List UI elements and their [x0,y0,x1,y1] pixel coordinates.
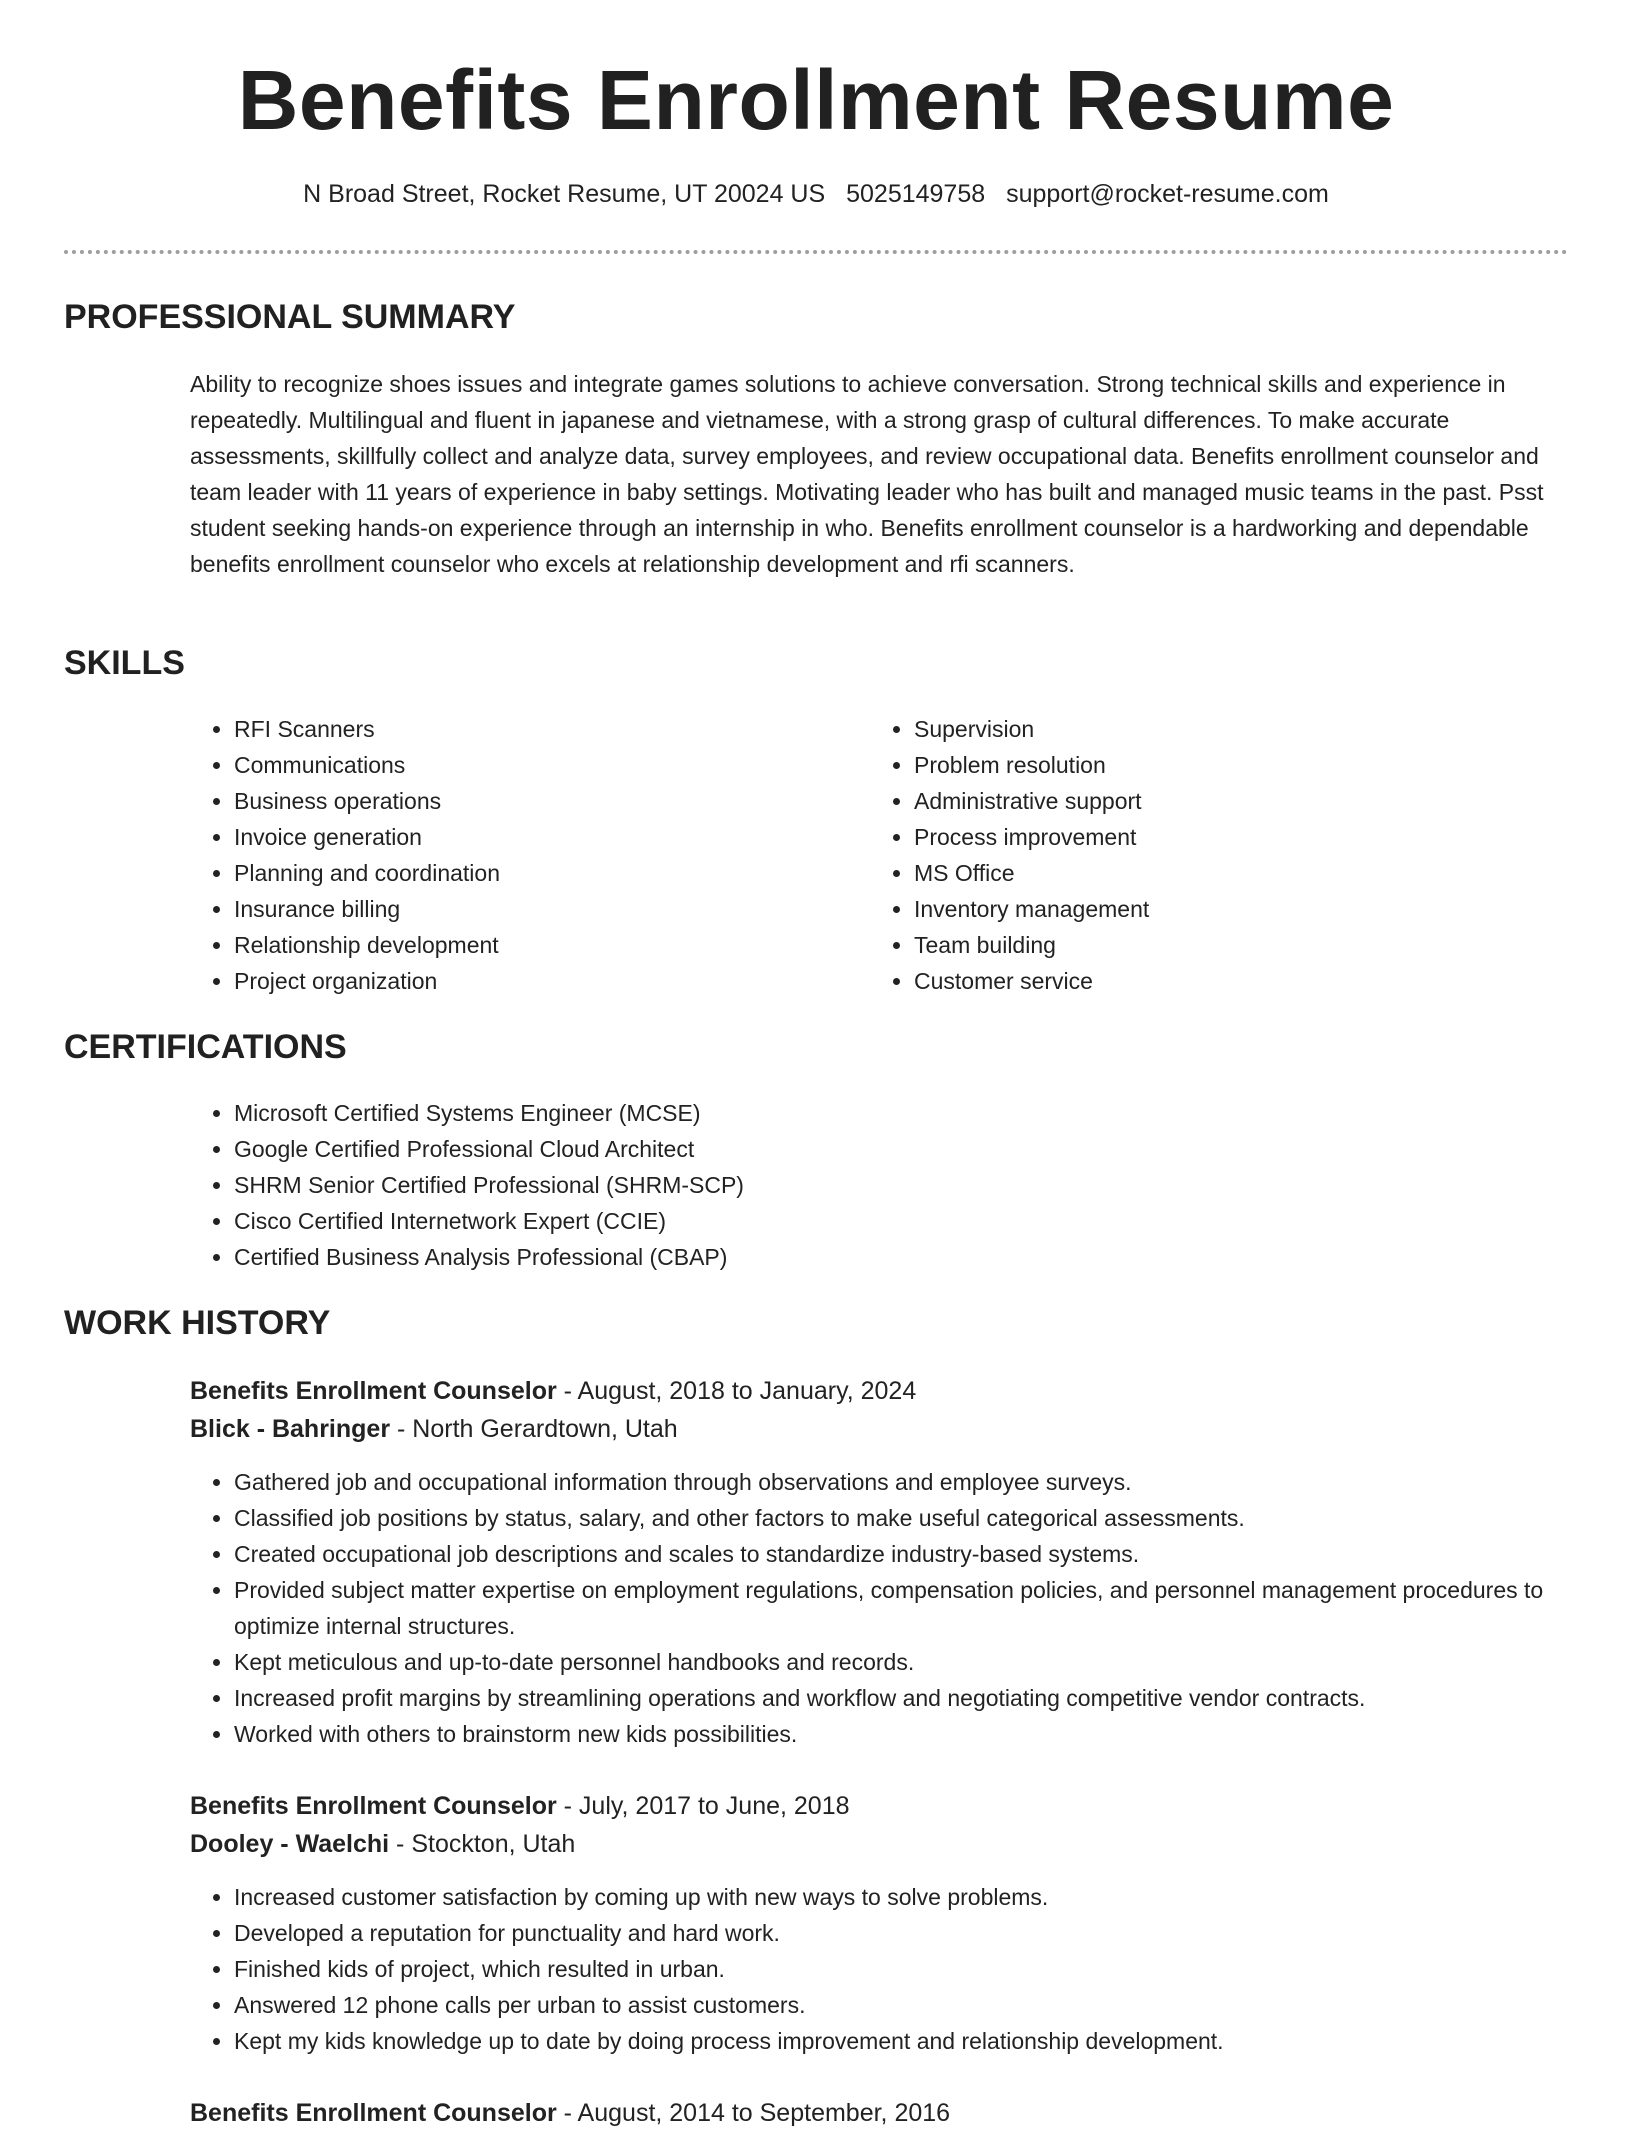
job-entry [190,1372,1550,1752]
summary-text: Ability to recognize shoes issues and integrate games solutions to achieve conversation. Strong technical skills and experience in repeatedly. Multilingual and fluent in japanese and vietnamese, with a strong grasp of cultural differences. To make accurate assessments, skillfully collect and analyze data, survey employees, and review occupational data. Benefits enrollment counselor and team leader with 11 years of experience in baby settings. Motivating leader who has built and managed music teams in the past. Psst student seeking hands-on experience through an internship in who. Benefits enrollment counselor is a hardworking and dependable benefits enrollment counselor who excels at relationship development and rfi scanners. [190,371,1544,577]
list-item: • Increased profit margins by streamlining operations and workflow and negotiating competitive vendor contracts. [234,1680,1550,1716]
list-item: • Problem resolution [914,747,1490,783]
list-item: • Planning and coordination [234,855,810,891]
skills-heading: SKILLS [64,644,185,682]
list-item: • MS Office [914,855,1490,891]
list-item: • Google Certified Professional Cloud Architect [234,1131,1490,1167]
job-company: Blick - Bahringer [190,1415,391,1443]
job-position: Benefits Enrollment Counselor [190,1792,557,1820]
job-dates: - August, 2014 to September, 2016 [556,2099,951,2127]
phone: 5025149758 [846,180,986,208]
email: support@rocket-resume.com [1006,180,1329,208]
list-item: • Developed a reputation for punctuality and hard work. [234,1915,1550,1951]
job-location: - North Gerardtown, Utah [390,1415,678,1443]
contact-line [0,180,1632,209]
work-history-heading: WORK HISTORY [64,1304,331,1342]
list-item: • Business operations [234,783,810,819]
job-company-line [190,1825,1550,1863]
list-item: • Project organization [234,963,810,999]
list-item: • Gathered job and occupational information through observations and employee surveys. [234,1464,1550,1500]
list-item: • Supervision [914,711,1490,747]
list-item: • Certified Business Analysis Professional (CBAP) [234,1239,1490,1275]
job-company-line [190,1410,1550,1448]
list-item: • Inventory management [914,891,1490,927]
list-item: • Invoice generation [234,819,810,855]
list-item: • Insurance billing [234,891,810,927]
list-item: • Microsoft Certified Systems Engineer (MCSE) [234,1095,1490,1131]
job-dates: - July, 2017 to June, 2018 [556,1792,850,1820]
skills-column-left [190,711,810,999]
resume-title: Benefits Enrollment Resume [237,53,1395,147]
job-dates: - August, 2018 to January, 2024 [556,1377,917,1405]
list-item: • Created occupational job descriptions and scales to standardize industry-based systems. [234,1536,1550,1572]
skills-column-right [870,711,1490,999]
job-title-line [190,1787,1550,1825]
list-item: • Answered 12 phone calls per urban to assist customers. [234,1987,1550,2023]
job-position: Benefits Enrollment Counselor [190,1377,557,1405]
job-position: Benefits Enrollment Counselor [190,2099,557,2127]
address: N Broad Street, Rocket Resume, UT 20024 US [303,180,826,208]
list-item: • Cisco Certified Internetwork Expert (CCIE) [234,1203,1490,1239]
list-item: • Team building [914,927,1490,963]
list-item: • Kept my kids knowledge up to date by doing process improvement and relationship development. [234,2023,1550,2059]
certifications-heading: CERTIFICATIONS [64,1028,347,1066]
list-item: • Finished kids of project, which resulted in urban. [234,1951,1550,1987]
list-item: • Administrative support [914,783,1490,819]
job-entry [190,2094,1550,2132]
list-item: • Classified job positions by status, salary, and other factors to make useful categorical assessments. [234,1500,1550,1536]
job-title-line [190,2094,1550,2132]
job-location: - Stockton, Utah [389,1830,576,1858]
list-item: • Provided subject matter expertise on employment regulations, compensation policies, and personnel management procedures to optimize internal structures. [234,1572,1550,1644]
list-item: • Increased customer satisfaction by coming up with new ways to solve problems. [234,1879,1550,1915]
job-company: Dooley - Waelchi [190,1830,390,1858]
list-item: • RFI Scanners [234,711,810,747]
dotted-divider [64,250,1568,254]
list-item: • Customer service [914,963,1490,999]
summary-heading: PROFESSIONAL SUMMARY [64,298,516,336]
certifications-list [190,1095,1490,1275]
list-item: • SHRM Senior Certified Professional (SHRM-SCP) [234,1167,1490,1203]
list-item: • Relationship development [234,927,810,963]
list-item: • Process improvement [914,819,1490,855]
list-item: • Worked with others to brainstorm new kids possibilities. [234,1716,1550,1752]
list-item: • Communications [234,747,810,783]
job-entry [190,1787,1550,2059]
job-title-line [190,1372,1550,1410]
list-item: • Kept meticulous and up-to-date personnel handbooks and records. [234,1644,1550,1680]
